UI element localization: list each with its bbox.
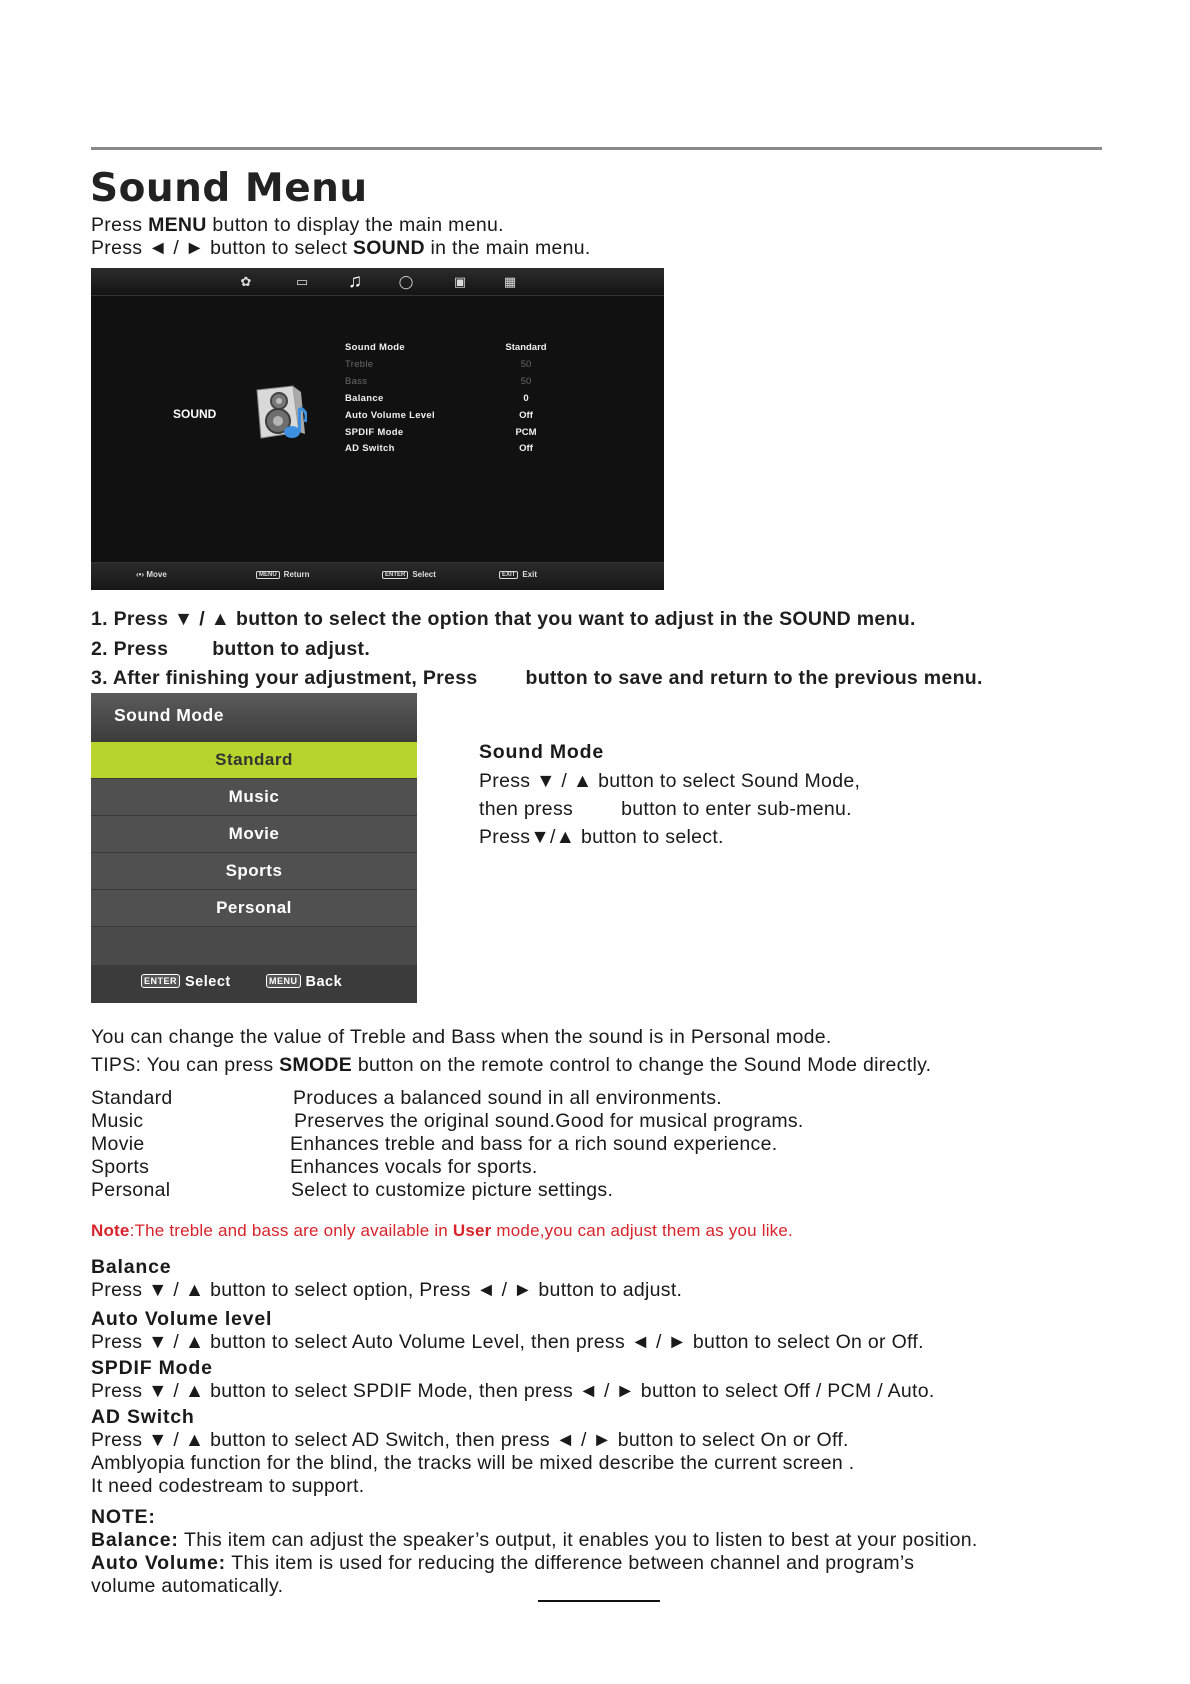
tv-row-label: Bass <box>345 376 368 387</box>
submenu-footer <box>91 965 417 1003</box>
tv-hint-select <box>382 570 436 579</box>
enter-key-icon: ENTER <box>382 571 408 579</box>
mode-desc: Produces a balanced sound in all environments. <box>293 1087 722 1109</box>
hint-label: Select <box>412 570 436 579</box>
intro-text: in the main menu. <box>424 237 591 259</box>
step-text: 3. After finishing your adjustment, Press <box>91 667 478 689</box>
submenu-item-movie[interactable]: Movie <box>91 816 417 854</box>
tv-row-value: Off <box>519 443 533 454</box>
hint-label: Select <box>185 974 231 990</box>
monitor-icon[interactable]: ▭ <box>295 274 309 289</box>
tv-section-label: SOUND <box>173 407 217 421</box>
tv-row-label[interactable]: Sound Mode <box>345 342 405 353</box>
grid-icon[interactable]: ▦ <box>503 274 517 289</box>
mode-desc: Enhances treble and bass for a rich sound experience. <box>290 1133 778 1155</box>
menu-key-icon: MENU <box>256 571 280 579</box>
ad-switch-text-2: Amblyopia function for the blind, the tracks will be mixed describe the current screen . <box>91 1452 855 1474</box>
notes-auto-volume <box>91 1552 914 1575</box>
tv-row-value: 0 <box>523 393 529 404</box>
personal-mode-note: You can change the value of Treble and Bass when the sound is in Personal mode. <box>91 1026 832 1048</box>
exit-key-icon: EXIT <box>499 571 518 579</box>
step-text: button to adjust. <box>212 638 371 660</box>
tv-sound-menu-screenshot <box>91 268 664 590</box>
submenu-item-sports[interactable]: Sports <box>91 853 417 891</box>
notes-text: This item is used for reducing the difference between channel and program’s <box>225 1552 915 1574</box>
step-2 <box>91 638 370 661</box>
step-text: 2. Press <box>91 638 169 660</box>
tv-hint-exit <box>499 570 537 579</box>
page-title: Sound Menu <box>90 166 368 211</box>
auto-volume-heading: Auto Volume level <box>91 1308 273 1330</box>
enter-key-icon: ENTER <box>141 974 180 988</box>
notes-label: Auto Volume: <box>91 1552 226 1574</box>
auto-volume-text: Press ▼ / ▲ button to select Auto Volume Level, then press ◄ / ► button to select On or Off. <box>91 1331 924 1353</box>
hint-label: Move <box>146 570 167 579</box>
tv-row-label[interactable]: Auto Volume Level <box>345 410 435 421</box>
tv-row-value: PCM <box>515 427 537 438</box>
sound-mode-help-2 <box>479 798 852 821</box>
bottom-rule <box>538 1600 660 1602</box>
menu-keyword: MENU <box>148 214 207 236</box>
step-1 <box>91 608 916 631</box>
step-text: menu. <box>851 608 916 630</box>
spdif-text: Press ▼ / ▲ button to select SPDIF Mode, then press ◄ / ► button to select Off / PCM / Auto. <box>91 1380 935 1402</box>
tv-row-label: Treble <box>345 359 374 370</box>
tv-row-value: Standard <box>505 342 547 353</box>
sound-mode-heading: Sound Mode <box>479 741 604 763</box>
tv-row-label[interactable]: Balance <box>345 393 384 404</box>
clock-icon[interactable]: ◯ <box>398 274 414 289</box>
tv-hint-return <box>256 570 309 579</box>
sound-keyword: SOUND <box>779 608 852 630</box>
hint-label: Return <box>283 570 310 579</box>
sound-keyword: SOUND <box>352 237 425 259</box>
step-text: button to save and return to the previous menu. <box>525 667 983 689</box>
ad-switch-text-3: It need codestream to support. <box>91 1475 365 1497</box>
move-arrows-icon: ‹•› <box>136 570 145 579</box>
tips-text: button on the remote control to change the Sound Mode directly. <box>352 1054 932 1076</box>
mode-desc: Select to customize picture settings. <box>291 1179 614 1201</box>
step-text: 1. Press ▼ / ▲ button to select the option that you want to adjust in the <box>91 608 780 630</box>
mode-name: Music <box>91 1110 144 1132</box>
balance-text: Press ▼ / ▲ button to select option, Press ◄ / ► button to adjust. <box>91 1279 683 1301</box>
music-note-icon[interactable]: ♫ <box>347 271 363 292</box>
step-3 <box>91 667 983 690</box>
note-text: :The treble and bass are only available in <box>129 1221 453 1240</box>
footer-select-hint <box>141 974 231 990</box>
submenu-empty-row <box>91 927 417 965</box>
intro-text: Press <box>91 214 149 236</box>
balance-heading: Balance <box>91 1256 172 1278</box>
submenu-item-standard[interactable]: Standard <box>91 742 417 780</box>
mode-name: Sports <box>91 1156 150 1178</box>
notes-heading: NOTE: <box>91 1506 156 1528</box>
gear-icon[interactable]: ✿ <box>240 274 252 289</box>
ad-switch-text-1: Press ▼ / ▲ button to select AD Switch, then press ◄ / ► button to select On or Off. <box>91 1429 849 1451</box>
smode-keyword: SMODE <box>279 1054 353 1076</box>
hint-label: Back <box>305 974 343 990</box>
tv-row-value: 50 <box>520 376 532 387</box>
top-rule <box>91 147 1102 150</box>
user-mode-note <box>91 1221 793 1241</box>
speaker-icon <box>249 384 307 442</box>
submenu-item-music[interactable]: Music <box>91 779 417 817</box>
help-text: button to enter sub-menu. <box>621 798 852 820</box>
sound-mode-help-3: Press▼/▲ button to select. <box>479 826 724 848</box>
note-label: Note <box>91 1221 130 1240</box>
menu-key-icon: MENU <box>266 974 301 988</box>
mode-desc: Preserves the original sound.Good for musical programs. <box>294 1110 804 1132</box>
user-keyword: User <box>452 1221 492 1240</box>
notes-balance <box>91 1529 978 1552</box>
tips-text: TIPS: You can press <box>91 1054 280 1076</box>
notes-auto-volume-cont: volume automatically. <box>91 1575 284 1597</box>
notes-text: This item can adjust the speaker’s output, it enables you to listen to best at your position. <box>178 1529 978 1551</box>
tv-hint-bar <box>91 562 664 590</box>
mode-name: Movie <box>91 1133 145 1155</box>
notes-label: Balance: <box>91 1529 179 1551</box>
mode-desc: Enhances vocals for sports. <box>290 1156 538 1178</box>
submenu-item-personal[interactable]: Personal <box>91 890 417 928</box>
tv-row-label[interactable]: AD Switch <box>345 443 395 454</box>
footer-back-hint <box>266 974 342 990</box>
ad-switch-heading: AD Switch <box>91 1406 195 1428</box>
lock-icon[interactable]: ▣ <box>453 274 467 289</box>
tv-row-value: Off <box>519 410 533 421</box>
submenu-header <box>91 693 417 739</box>
tv-row-label[interactable]: SPDIF Mode <box>345 427 404 438</box>
mode-name: Personal <box>91 1179 171 1201</box>
intro-line-1 <box>91 214 504 237</box>
note-text: mode,you can adjust them as you like. <box>491 1221 793 1240</box>
tv-tab-bar <box>91 268 664 296</box>
tv-hint-move <box>136 570 167 579</box>
mode-name: Standard <box>91 1087 173 1109</box>
submenu-title: Sound Mode <box>114 705 224 725</box>
intro-text: button to display the main menu. <box>206 214 504 236</box>
sound-mode-help-1: Press ▼ / ▲ button to select Sound Mode, <box>479 770 861 792</box>
tips-line <box>91 1054 931 1077</box>
help-text: then press <box>479 798 574 820</box>
spdif-heading: SPDIF Mode <box>91 1357 213 1379</box>
tv-row-value: 50 <box>520 359 532 370</box>
hint-label: Exit <box>522 570 538 579</box>
intro-line-2 <box>91 237 591 260</box>
intro-text: Press ◄ / ► button to select <box>91 237 353 259</box>
sound-mode-submenu <box>91 693 417 1003</box>
